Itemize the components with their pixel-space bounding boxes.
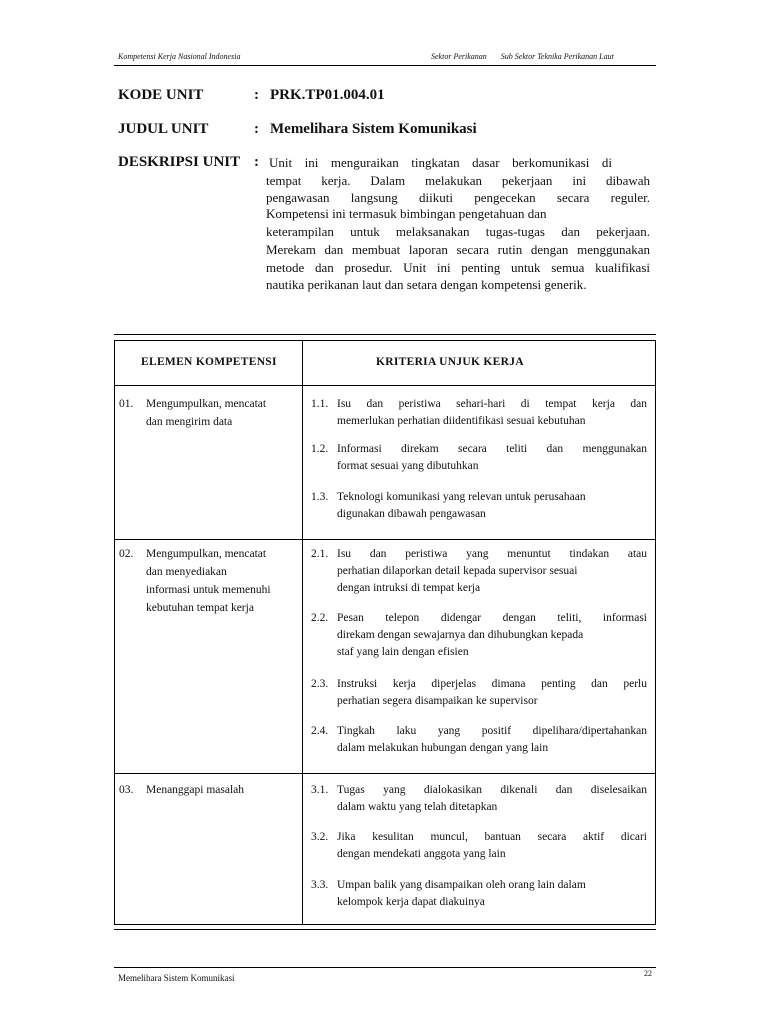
table-bottom-rule [114, 929, 656, 930]
kriteria-number: 2.2. [311, 612, 329, 624]
kriteria-number: 1.3. [311, 491, 329, 503]
kriteria-line: Isu dan peristiwa yang menuntut tindakan atau [337, 548, 647, 560]
kriteria-number: 1.1. [311, 398, 329, 410]
table-header [114, 340, 656, 386]
footer-rule [114, 967, 656, 968]
elemen-text [146, 781, 296, 799]
kriteria-line: staf yang lain dengan efisien [337, 646, 469, 658]
kriteria-line: Instruksi kerja diperjelas dimana penting dan perlu [337, 678, 647, 690]
kriteria-line: direkam dengan sewajarnya dan dihubungkan kepada [337, 629, 584, 641]
kriteria-line: Pesan telepon didengar dengan teliti, informasi [337, 612, 647, 624]
kriteria-text [337, 676, 647, 710]
header-kriteria-unjuk-kerja: KRITERIA UNJUK KERJA [376, 356, 524, 368]
header-rule [114, 65, 656, 66]
kriteria-number: 2.4. [311, 725, 329, 737]
deskripsi-line: keterampilan untuk melaksanakan tugas-tugas dan pekerjaan. [266, 224, 650, 239]
kode-unit-value: PRK.TP01.004.01 [270, 87, 385, 103]
running-header-right [431, 52, 614, 61]
kriteria-line: format sesuai yang dibutuhkan [337, 460, 479, 472]
kriteria-number: 3.1. [311, 784, 329, 796]
kriteria-text [337, 723, 647, 757]
elemen-line: Menanggapi masalah [146, 784, 245, 796]
deskripsi-line: Kompetensi ini termasuk bimbingan pengetahuan dan [266, 206, 547, 221]
deskripsi-line: pengawasan langsung diikuti pengecekan secara reguler. [266, 190, 650, 205]
deskripsi-unit-label: DESKRIPSI UNIT [118, 154, 241, 170]
judul-unit-label: JUDUL UNIT [118, 121, 209, 137]
kriteria-text [337, 489, 647, 523]
kriteria-line: dengan intruksi di tempat kerja [337, 582, 481, 594]
kriteria-line: perhatian dilaporkan detail kepada supervisor sesuai [337, 565, 578, 577]
kriteria-text [337, 396, 647, 430]
kode-unit-colon: : [254, 87, 259, 103]
table-top-rule [114, 334, 656, 335]
kriteria-text [337, 877, 647, 911]
header-sector: Sektor Perikanan [431, 52, 487, 61]
judul-unit-colon: : [254, 121, 259, 137]
kriteria-line: perhatian segera disampaikan ke supervisor [337, 695, 538, 707]
elemen-line: kebutuhan tempat kerja [146, 602, 254, 614]
kriteria-line: Teknologi komunikasi yang relevan untuk perusahaan [337, 491, 586, 503]
kriteria-number: 3.3. [311, 879, 329, 891]
page-number: 22 [644, 969, 652, 978]
kriteria-line: digunakan dibawah pengawasan [337, 508, 486, 520]
kriteria-line: dengan mendekati anggota yang lain [337, 848, 506, 860]
elemen-text [146, 395, 296, 431]
kode-unit-label: KODE UNIT [118, 87, 204, 103]
kriteria-text [337, 610, 647, 661]
header-elemen-kompetensi: ELEMEN KOMPETENSI [141, 356, 277, 368]
kriteria-line: Informasi direkam secara teliti dan menggunakan [337, 443, 647, 455]
table-column-divider [302, 341, 303, 385]
kriteria-line: memerlukan perhatian diidentifikasi sesuai kebutuhan [337, 415, 586, 427]
elemen-line: dan menyediakan [146, 566, 227, 578]
kriteria-line: kelompok kerja dapat diakuinya [337, 896, 485, 908]
running-header-left: Kompetensi Kerja Nasional Indonesia [118, 52, 241, 61]
kriteria-text [337, 782, 647, 816]
table-body [114, 386, 656, 925]
kriteria-text [337, 546, 647, 597]
elemen-line: informasi untuk memenuhi [146, 584, 271, 596]
row-separator [115, 773, 655, 774]
elemen-number: 01. [119, 398, 134, 410]
kriteria-line: Jika kesulitan muncul, bantuan secara aktif dicari [337, 831, 647, 843]
kriteria-line: dalam waktu yang telah ditetapkan [337, 801, 498, 813]
table-column-divider [302, 386, 303, 924]
elemen-text [146, 545, 296, 617]
kriteria-number: 3.2. [311, 831, 329, 843]
kriteria-text [337, 441, 647, 475]
elemen-number: 03. [119, 784, 134, 796]
deskripsi-line: tempat kerja. Dalam melakukan pekerjaan ini dibawah [266, 173, 650, 188]
deskripsi-line: Unit ini menguraikan tingkatan dasar berkomunikasi di [269, 155, 612, 170]
kriteria-line: Tugas yang dialokasikan dikenali dan diselesaikan [337, 784, 647, 796]
deskripsi-line: metode dan prosedur. Unit ini penting untuk semua kualifikasi [266, 260, 650, 275]
kriteria-line: Tingkah laku yang positif dipelihara/dipertahankan [337, 725, 647, 737]
deskripsi-unit-colon: : [254, 154, 259, 170]
kriteria-line: Umpan balik yang disampaikan oleh orang lain dalam [337, 879, 586, 891]
elemen-line: dan mengirim data [146, 416, 233, 428]
kriteria-line: Isu dan peristiwa sehari-hari di tempat kerja dan [337, 398, 647, 410]
footer-title: Memelihara Sistem Komunikasi [118, 973, 235, 983]
elemen-line: Mengumpulkan, mencatat [146, 548, 267, 560]
elemen-number: 02. [119, 548, 134, 560]
kriteria-line: dalam melakukan hubungan dengan yang lain [337, 742, 549, 754]
elemen-line: Mengumpulkan, mencatat [146, 398, 267, 410]
deskripsi-line: nautika perikanan laut dan setara dengan kompetensi generik. [266, 277, 587, 292]
kriteria-number: 2.1. [311, 548, 329, 560]
kriteria-text [337, 829, 647, 863]
kriteria-number: 2.3. [311, 678, 329, 690]
kriteria-number: 1.2. [311, 443, 329, 455]
header-subsector: Sub Sektor Teknika Perikanan Laut [500, 52, 614, 61]
judul-unit-value: Memelihara Sistem Komunikasi [270, 121, 477, 137]
deskripsi-line: Merekam dan membuat laporan secara rutin dengan menggunakan [266, 242, 650, 257]
row-separator [115, 539, 655, 540]
